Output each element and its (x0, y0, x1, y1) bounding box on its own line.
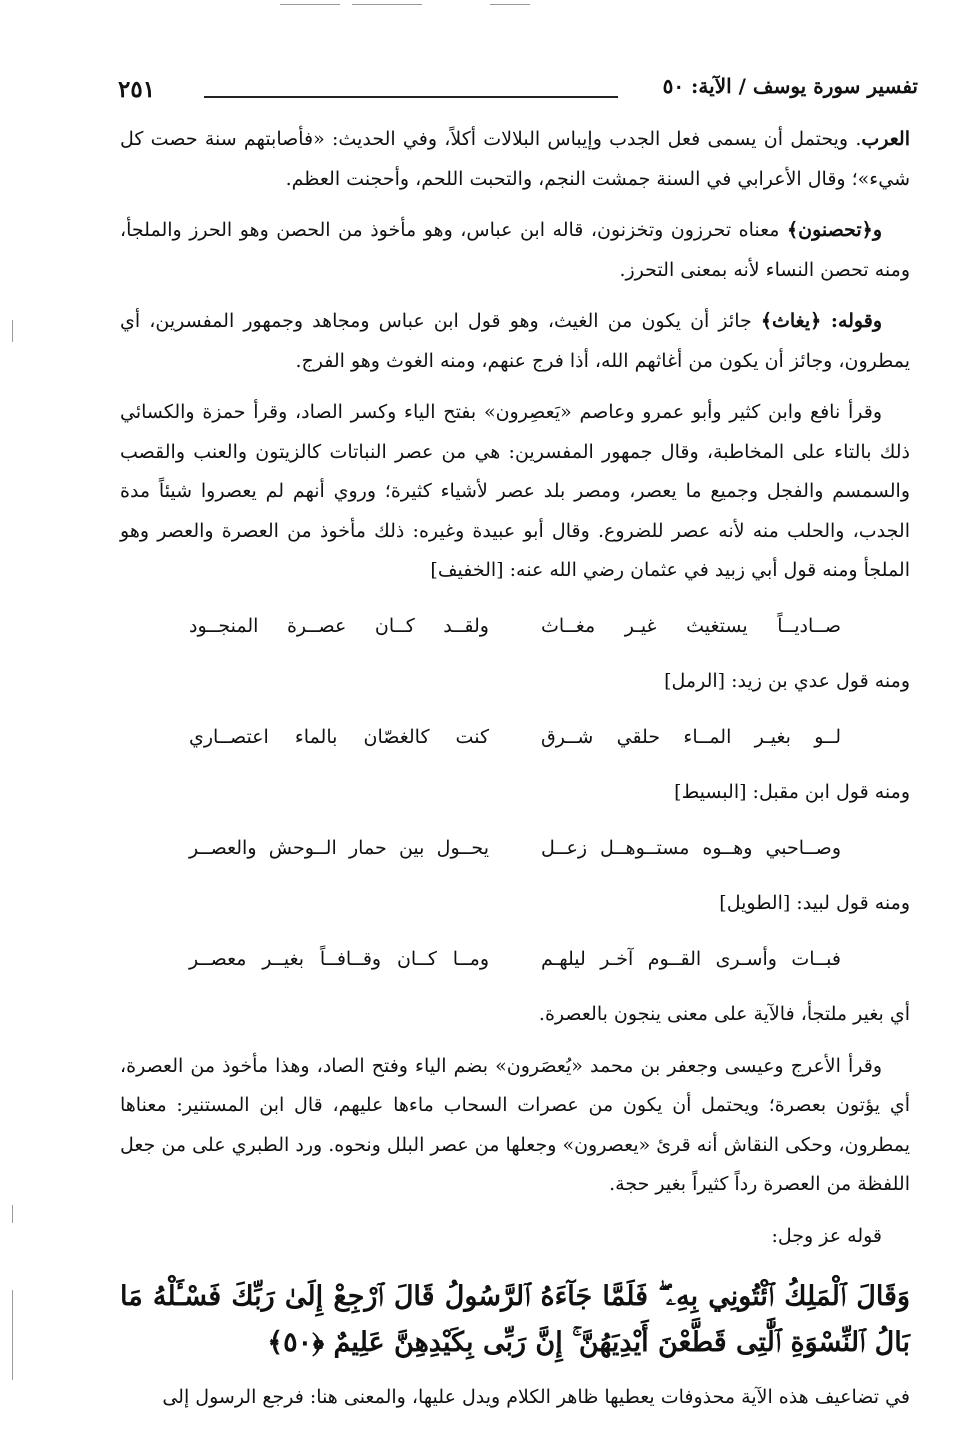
quranic-term: وقوله: ﴿يغاث﴾ (760, 310, 882, 332)
scan-edge-mark (490, 4, 530, 5)
scan-margin-mark (12, 1205, 13, 1223)
header-rule (204, 96, 618, 98)
poem-verse-1 (120, 607, 910, 647)
paragraph-3 (120, 302, 910, 381)
scan-margin-mark (12, 320, 13, 342)
poem-intro: ومنه قول عدي بن زيد: [الرمل] (664, 670, 910, 692)
hemistich-left: كنت كالغصّان بالماء اعتصــاري (189, 725, 489, 748)
poem-intro: ومنه قول ابن مقبل: [البسيط] (674, 781, 910, 803)
quranic-term: و﴿تحصنون﴾ (787, 219, 882, 241)
scan-edge-mark (280, 4, 340, 5)
paragraph-2 (120, 211, 910, 290)
running-title: تفسير سورة يوسف / الآية: ٥٠ (662, 74, 918, 98)
quran-verse: وَقَالَ ٱلْمَلِكُ ٱئْتُونِي بِهِۦ ۖ فَلَمَّا جَآءَهُ ٱلرَّسُولُ قَالَ ٱرْجِعْ إِلَىٰ رَبِّكَ فَسْـَٔلْهُ مَا بَالُ ٱلنِّسْوَةِ ٱلَّٰتِى قَطَّعْنَ أَيْدِيَهُنَّ ۚ إِنَّ رَبِّى بِكَيْدِهِنَّ عَلِيمٌ ﴿٥٠﴾ (120, 1281, 910, 1358)
lead-word: العرب (861, 128, 910, 150)
scan-margin-mark (12, 1290, 13, 1380)
poem-verse-4 (120, 940, 910, 980)
page-number: ٢٥١ (118, 76, 156, 103)
poem-verse-3 (120, 829, 910, 869)
hemistich-right: صــاديــاً يستغيث غيـر مغــاث (541, 614, 841, 637)
paragraph-text: وقرأ نافع وابن كثير وأبو عمرو وعاصم «يَعصِرون» بفتح الياء وكسر الصاد، وقرأ حمزة والكسائي ذلك بالتاء على المخاطبة، وقال جمهور المفسرين: هي من عصر النباتات كالزيتون والعنب والقصب والسمسم والفجل وجميع ما يعصر، ومصر بلد عصر لأشياء كثيرة؛ وروي أنهم لم يعصروا شيئاً مدة الجدب، والحلب منه لأنه عصر للضروع. وقال أبو عبيدة وغيره: ذلك مأخوذ من العصرة والعصر وهو الملجأ ومنه قول أبي زبيد في عثمان رضي الله عنه: [الخفيف] (120, 401, 910, 581)
after-poems-line: أي بغير ملتجأ، فالآية على معنى ينجون بالعصرة. (538, 1003, 910, 1025)
paragraph-text: جائز أن يكون من الغيث، وهو قول ابن عباس ومجاهد وجمهور المفسرين، أي يمطرون، وجائز أن يكون من أغاثهم الله، أذا فرج عنهم، ومنه الغوث وهو الفرج. (120, 310, 910, 372)
scan-edge-mark (352, 4, 422, 5)
hemistich-right: وصــاحبي وهــوه مستــوهــل زعــل (541, 836, 841, 859)
hemistich-left: ومــا كــان وقــافــاً بغيــر معصــر (189, 947, 489, 970)
paragraph-1 (120, 120, 910, 199)
paragraph-text: . ويحتمل أن يسمى فعل الجدب وإيباس البلالات أكلاً، وفي الحديث: «فأصابتهم سنة حصت كل شيء»؛ وقال الأعرابي في السنة جمشت النجم، والتحبت اللحم، وأحجنت العظم. (120, 128, 910, 190)
hemistich-right: لــو بغيـر المــاء حلقي شــرق (541, 725, 841, 748)
running-header (118, 70, 918, 110)
poem-intro: ومنه قول لبيد: [الطويل] (719, 892, 910, 914)
paragraph-4 (120, 393, 910, 591)
hemistich-left: يحــول بين حمار الــوحش والعصــر (189, 836, 489, 859)
final-paragraph: في تضاعيف هذه الآية محذوفات يعطيها ظاهر الكلام ويدل عليها، والمعنى هنا: فرجع الرسول إلى (162, 1386, 910, 1408)
paragraph-text: معناه تحرزون وتخزنون، قاله ابن عباس، وهو مأخوذ من الحصن وهو الحرز والملجأ، ومنه تحصن النساء لأنه بمعنى التحرز. (120, 219, 910, 281)
hemistich-right: فبــات وأسـرى القــوم آخـر ليلهـم (541, 947, 841, 970)
body-text (120, 120, 910, 1430)
poem-verse-2 (120, 718, 910, 758)
hemistich-left: ولقــد كــان عصــرة المنجــود (189, 614, 489, 637)
reading-paragraph: وقرأ الأعرج وعيسى وجعفر بن محمد «يُعصَرون» بضم الياء وفتح الصاد، وهذا مأخوذ من العصرة، أي يؤتون بعصرة؛ ويحتمل أن يكون من عصرات السحاب ماءها عليهم، قال ابن المستنير: معناها يمطرون، وحكى النقاش أنه قرئ «يعصرون» وجعلها من عصر البلل ونحوه. ورد الطبري على من جعل اللفظة من العصرة رداً كثيراً بغير حجة. (120, 1054, 910, 1195)
quran-intro: قوله عز وجل: (771, 1224, 882, 1247)
